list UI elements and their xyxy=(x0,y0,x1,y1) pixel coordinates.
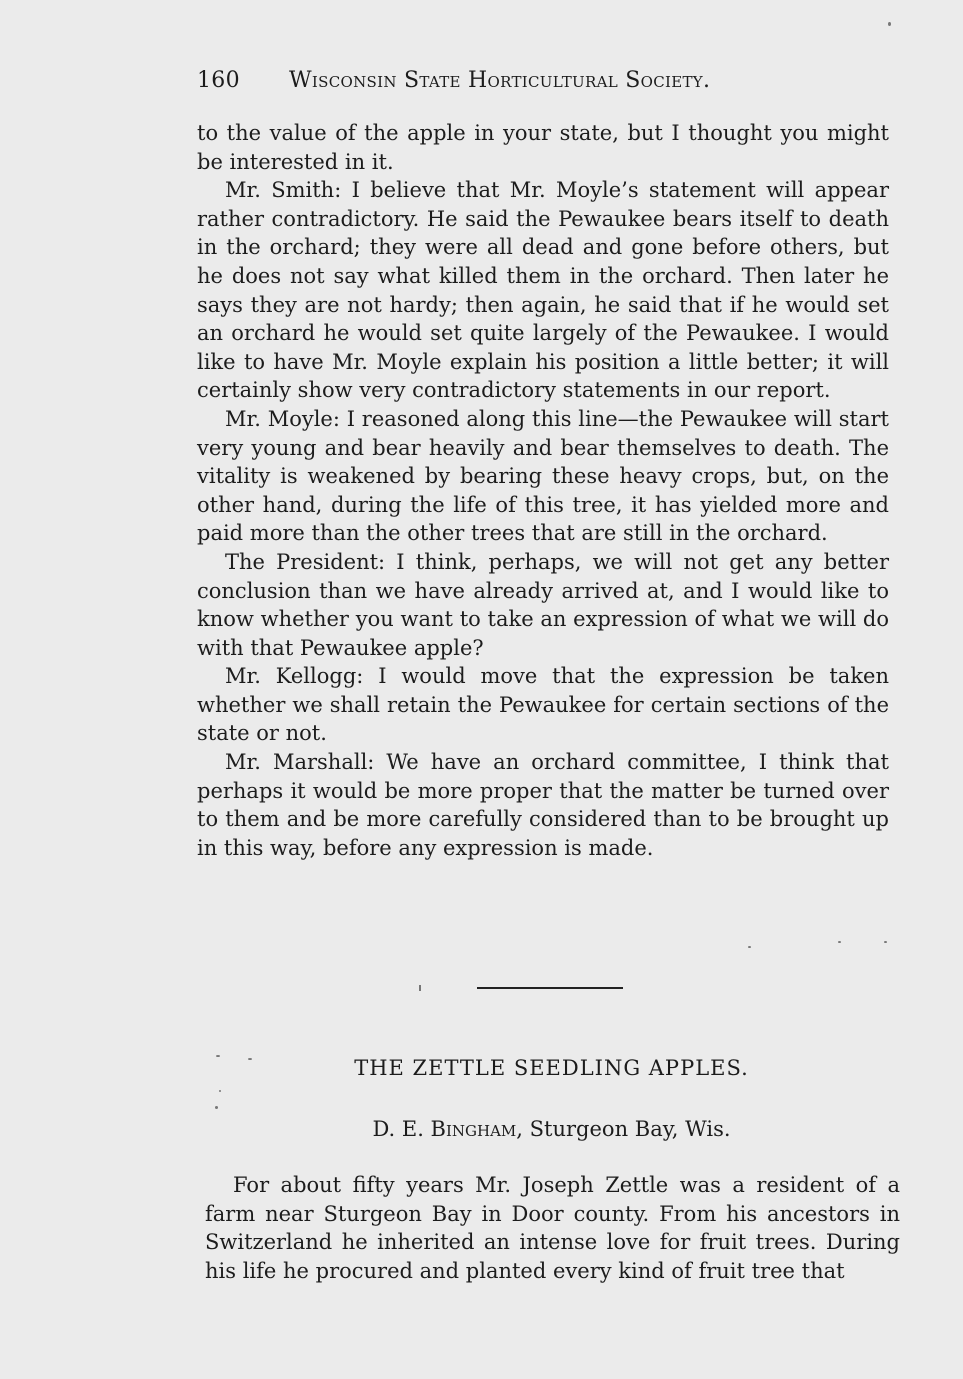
paragraph-president: The President: I think, perhaps, we will not get any better conclusion than we have already arrived at, and I would like to know whether you want to take an expression of what we will do with that Pewaukee apple? xyxy=(197,549,889,660)
running-title: Wisconsin State Horticultural Society. xyxy=(289,68,711,93)
scan-speck xyxy=(884,941,887,943)
scan-speck xyxy=(215,1106,218,1109)
scan-speck xyxy=(248,1058,252,1060)
author-name: D. E. Bingham, xyxy=(372,1117,523,1141)
scan-speck xyxy=(419,985,421,991)
section-divider xyxy=(477,987,623,989)
running-header xyxy=(197,66,797,96)
scan-speck xyxy=(838,941,841,943)
page-number: 160 xyxy=(197,68,240,93)
article-body xyxy=(205,1171,900,1285)
paragraph-moyle: Mr. Moyle: I reasoned along this line—the Pewaukee will start very young and bear heavily and bear themselves to death. The vitality is weakened by bearing these heavy crops, but, on the other hand, during the life of this tree, it has yielded more and paid more than the other trees that are still in the orchard. xyxy=(197,406,889,546)
author-location: Sturgeon Bay, Wis. xyxy=(529,1117,731,1141)
byline xyxy=(200,1114,903,1144)
scan-speck xyxy=(888,22,891,26)
article-title: THE ZETTLE SEEDLING APPLES. xyxy=(354,1056,749,1080)
paragraph-marshall: Mr. Marshall: We have an orchard committee, I think that perhaps it would be more proper that the matter be turned over to them and be more carefully considered than to be brought up in this way, before any expression is made. xyxy=(197,750,889,860)
discussion-text xyxy=(197,119,889,862)
paragraph-continuation: to the value of the apple in your state, but I thought you might be interested in it. xyxy=(197,121,889,174)
scan-speck xyxy=(219,1090,221,1092)
paragraph-smith: Mr. Smith: I believe that Mr. Moyle’s statement will appear rather contradictory. He said the Pewaukee bears itself to death in the orchard; they were all dead and gone before others, but he does not say what killed them in the orchard. Then later he says they are not hardy; then again, he said that if he would set an orchard he would set quite largely of the Pewaukee. I would like to have Mr. Moyle explain his position a little better; it will certainly show very contradictory statements in our report. xyxy=(197,178,889,403)
scan-speck xyxy=(748,946,751,948)
scan-speck xyxy=(216,1055,220,1057)
paragraph-kellogg: Mr. Kellogg: I would move that the expression be taken whether we shall retain the Pewaukee for certain sections of the state or not. xyxy=(197,664,889,746)
article-paragraph: For about fifty years Mr. Joseph Zettle was a resident of a farm near Sturgeon Bay in Door county. From his ancestors in Switzerland he inherited an intense love for fruit trees. During his life he procured and planted every kind of fruit tree that xyxy=(205,1173,900,1283)
